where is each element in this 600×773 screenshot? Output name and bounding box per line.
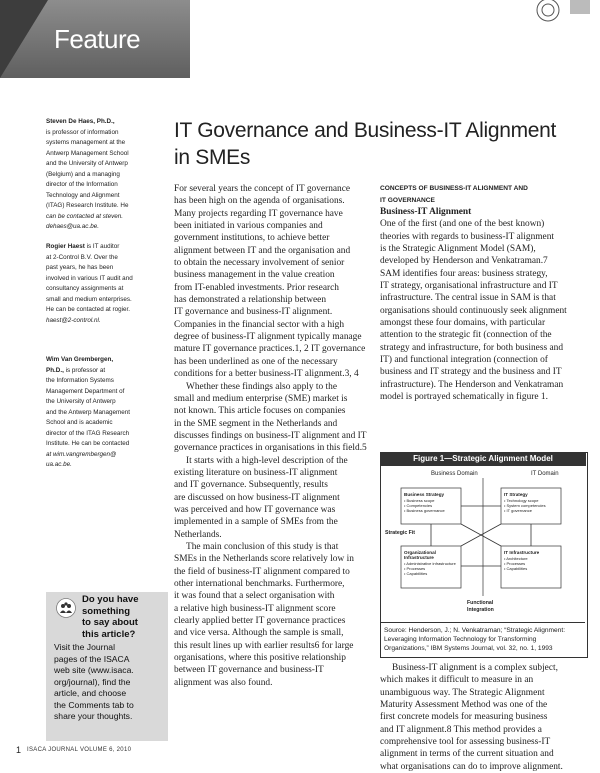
box-title: Organizational bbox=[404, 550, 436, 555]
body-column-right bbox=[380, 183, 586, 404]
text-line: and vice versa. Although the sample is small, bbox=[174, 628, 344, 639]
text-line: between IT governance and business-IT bbox=[174, 665, 324, 676]
section-heading bbox=[380, 183, 586, 206]
bio-line: School and is academic bbox=[46, 419, 113, 426]
text-line: For several years the concept of IT governance bbox=[174, 184, 351, 194]
text-line: organisations should continuously seek alignment bbox=[380, 305, 567, 316]
text-line: degree of business-IT alignment typically manage bbox=[174, 332, 362, 343]
box-item: • Business scope bbox=[404, 498, 435, 503]
article-title: IT Governance and Business-IT Alignment in SMEs bbox=[174, 119, 557, 169]
text-line: which makes it difficult to measure in an bbox=[380, 675, 534, 686]
callout-line: article, and choose bbox=[54, 688, 127, 698]
box-item: • System competencies bbox=[504, 503, 546, 508]
text-line: strategy and infrastructure, for both business and bbox=[380, 342, 564, 353]
bio-line: director of the ITAG Research bbox=[46, 429, 130, 437]
figure-title: Figure 1—Strategic Alignment Model bbox=[380, 452, 586, 466]
it-domain-label: IT Domain bbox=[531, 471, 559, 477]
author-email[interactable]: can be contacted at steven. bbox=[46, 212, 124, 220]
text-line: not known. This article focuses on companies bbox=[174, 406, 346, 417]
box-item: • Processes bbox=[404, 566, 426, 571]
text-line: Netherlands. bbox=[174, 529, 222, 540]
source-line: Organizations,” IBM Systems Journal, vol. 32, no. 1, 1993 bbox=[384, 644, 553, 652]
text-line: what organisations can do to improve alignment. bbox=[380, 761, 563, 772]
text-line: and IT alignment.8 This method provides a bbox=[380, 724, 542, 735]
text-line: SAM identifies four areas: business strategy, bbox=[380, 268, 548, 279]
text-line: clearly applied better IT governance practices bbox=[174, 616, 346, 627]
strategic-alignment-diagram bbox=[381, 466, 585, 622]
text-line: alignment in terms of the current situation and bbox=[380, 749, 554, 760]
text-line: attention to the strategic fit (connection of the bbox=[380, 330, 552, 341]
box-title: IT Infrastructure bbox=[504, 550, 540, 555]
bio-line: the Information Systems bbox=[46, 377, 114, 384]
paragraph bbox=[380, 218, 586, 403]
text-line: infrastructure). The Henderson and Venkatraman bbox=[380, 379, 564, 390]
callout-body bbox=[54, 642, 166, 723]
bio-line: the University of Antwerp bbox=[46, 398, 116, 405]
figure-divider bbox=[381, 622, 585, 623]
text-line: was perceived and how IT governance was bbox=[174, 504, 336, 515]
body-column-left bbox=[174, 183, 374, 689]
text-line: alignment was also found. bbox=[174, 677, 273, 688]
box-item: • Processes bbox=[504, 561, 526, 566]
section-label: Feature bbox=[54, 24, 141, 54]
text-line: are discussed on how business-IT alignment bbox=[174, 492, 340, 503]
bio-line: Antwerp Management School bbox=[46, 149, 129, 157]
text-line: it was found that a select organisation with bbox=[174, 591, 335, 602]
box-title: Infrastructure bbox=[404, 555, 434, 560]
bio-line: consultancy assignments at bbox=[46, 285, 124, 292]
author-degree: Ph.D., bbox=[46, 366, 64, 374]
box-item: • Business governance bbox=[404, 508, 445, 513]
author-bio-vangrembergen bbox=[46, 355, 138, 471]
text-line: existing literature on business-IT alignment bbox=[174, 467, 338, 478]
text-line: Maturity Assessment Method was one of the bbox=[380, 700, 548, 711]
isaca-logo bbox=[510, 0, 590, 45]
text-line: governance practices in organisations in this field.5 bbox=[174, 443, 367, 454]
header-accent bbox=[0, 0, 48, 78]
bio-line: is professor at bbox=[65, 366, 106, 374]
text-line: in the SME segment in the Netherlands and bbox=[174, 418, 338, 429]
box-item: • Capabilities bbox=[404, 571, 428, 576]
source-line: Leveraging Information Technology for Transforming bbox=[384, 635, 537, 643]
box-title: Business Strategy bbox=[404, 492, 445, 497]
callout-line: Visit the Journal bbox=[54, 642, 115, 652]
text-line: unambiguous way. The Strategic Alignment bbox=[380, 687, 545, 698]
bio-line: systems management at the bbox=[46, 139, 126, 146]
text-line: this result lines up with earlier results6 for large bbox=[174, 640, 354, 651]
text-line: Whether these findings also apply to the bbox=[186, 381, 338, 392]
text-line: to obtain the necessary involvement of senior bbox=[174, 258, 345, 269]
text-line: IT) and functional integration (connection of bbox=[380, 355, 548, 366]
text-line: comprehensive tool for assessing business-IT bbox=[380, 737, 551, 748]
bio-line: (ITAG) Research Institute. He bbox=[46, 202, 129, 209]
bio-line: is professor of information bbox=[46, 128, 119, 136]
source-line: Source: Henderson, J.; N. Venkatraman; “Strategic Alignment: bbox=[384, 627, 566, 634]
author-name: Wim Van Grembergen, bbox=[46, 356, 114, 363]
author-email[interactable]: haest@2-control.nl. bbox=[46, 316, 101, 324]
box-title: IT Strategy bbox=[504, 492, 528, 497]
text-line: It starts with a high-level description of the bbox=[186, 455, 348, 466]
callout-heading-line: this article? bbox=[82, 628, 136, 640]
text-line: The main conclusion of this study is that bbox=[186, 541, 339, 552]
text-line: developed by Henderson and Venkatraman.7 bbox=[380, 256, 548, 267]
section-heading-line: CONCEPTS OF BUSINESS-IT ALIGNMENT AND bbox=[380, 185, 528, 192]
bio-line: small and medium enterprises. bbox=[46, 295, 132, 303]
text-line: IT governance and business-IT alignment. bbox=[174, 307, 333, 318]
strategic-fit-label: Strategic Fit bbox=[385, 530, 415, 536]
text-line: other international benchmarks. Furthermore, bbox=[174, 579, 345, 589]
bio-line: is IT auditor bbox=[86, 243, 120, 250]
text-line: small and medium enterprise (SME) market is bbox=[174, 393, 348, 404]
bio-line: and the Antwerp Management bbox=[46, 408, 131, 416]
business-domain-label: Business Domain bbox=[431, 471, 478, 477]
author-bio-haest bbox=[46, 242, 138, 326]
journal-footer: ISACA JOURNAL VOLUME 6, 2010 bbox=[27, 747, 132, 753]
callout-heading-line: something bbox=[82, 605, 131, 617]
text-line: discusses findings on business-IT alignment and IT bbox=[174, 430, 367, 441]
text-line: One of the first (and one of the best known) bbox=[380, 219, 545, 230]
text-line: the field of business-IT alignment compared to bbox=[174, 566, 350, 577]
text-line: amongst these four domains, with particular bbox=[380, 318, 546, 329]
text-line: and IT governance. Subsequently, results bbox=[174, 480, 328, 491]
text-line: conditions for a better business-IT alignment.3, 4 bbox=[174, 369, 359, 380]
body-column-right-lower bbox=[380, 662, 586, 773]
bio-line: He can be contacted at rogier. bbox=[46, 306, 131, 313]
text-line: Business-IT alignment is a complex subject, bbox=[392, 663, 558, 673]
bio-line: past years, he has been bbox=[46, 264, 114, 271]
text-line: first concrete models for measuring business bbox=[380, 712, 548, 723]
bio-line: (Belgium) and a managing bbox=[46, 170, 120, 178]
text-line: has been underlined as one of the necessary bbox=[174, 356, 338, 367]
bio-line: Management Department of bbox=[46, 387, 125, 395]
callout-line: the Comments tab to bbox=[54, 699, 134, 710]
bio-line: Institute. He can be contacted bbox=[46, 440, 130, 447]
text-line: Many projects regarding IT governance have bbox=[174, 208, 343, 219]
text-line: has demonstrated a relationship between bbox=[174, 295, 327, 306]
text-line: been initiated in various companies and bbox=[174, 221, 323, 232]
text-line: from IT-enabled investments. Prior research bbox=[174, 282, 339, 293]
box-item: • IT governance bbox=[504, 508, 533, 513]
text-line: IT strategy, organisational infrastructure and IT bbox=[380, 281, 558, 292]
text-line: model is portrayed schematically in figure 1. bbox=[380, 392, 548, 403]
bio-line: director of the Information bbox=[46, 181, 118, 188]
integration-label: Integration bbox=[467, 607, 494, 613]
callout-heading-line: to say about bbox=[82, 617, 138, 628]
callout-heading-line: Do you have bbox=[82, 594, 139, 605]
text-line: alignment between IT and the organisation and bbox=[174, 245, 351, 256]
text-line: SMEs in the Netherlands score relatively low in bbox=[174, 554, 354, 565]
callout-line: pages of the ISACA bbox=[54, 653, 130, 664]
callout-link[interactable]: org/journal), find the bbox=[54, 676, 131, 687]
bio-line: at 2-Control B.V. Over the bbox=[46, 253, 118, 261]
text-line: government institutions, to achieve better bbox=[174, 233, 330, 244]
figure-source bbox=[384, 627, 584, 653]
box-item: • Capabilities bbox=[504, 566, 528, 571]
text-line: is the Strategic Alignment Model (SAM), bbox=[380, 244, 536, 255]
text-line: mature IT governance practices.1, 2 IT governance bbox=[174, 344, 366, 355]
author-email[interactable]: dehaes@ua.ac.be. bbox=[46, 223, 99, 230]
text-line: theories with regards to business-IT alignment bbox=[380, 231, 555, 242]
bio-line: involved in various IT audit and bbox=[46, 274, 133, 282]
bio-line: Technology and Alignment bbox=[46, 191, 120, 199]
bio-line: and the University of Antwerp bbox=[46, 160, 128, 167]
author-bio-dehaes bbox=[46, 117, 138, 233]
box-item: • Architecture bbox=[504, 556, 528, 561]
text-line: Companies in the financial sector with a high bbox=[174, 319, 345, 330]
author-name: Rogier Haest bbox=[46, 243, 85, 250]
comment-people-icon bbox=[56, 598, 76, 618]
text-line: business and IT strategy and the business and IT bbox=[380, 367, 562, 378]
subsection-heading: Business-IT Alignment bbox=[380, 207, 472, 217]
functional-label: Functional bbox=[467, 600, 494, 606]
box-item: • Administrative infrastructure bbox=[404, 561, 456, 566]
box-item: • Technology scope bbox=[504, 498, 539, 503]
author-email[interactable]: at wim.vangrembergen@ bbox=[46, 450, 117, 458]
callout-heading bbox=[82, 594, 166, 640]
author-name: Steven De Haes, Ph.D., bbox=[46, 118, 115, 125]
page-number: 1 bbox=[16, 745, 22, 755]
text-line: implemented in a sample of SMEs from the bbox=[174, 517, 338, 528]
text-line: organisations, where this positive relationship bbox=[174, 653, 346, 664]
box-item: • Competencies bbox=[404, 503, 433, 508]
text-line: infrastructure. The central issue in SAM is that bbox=[380, 293, 556, 304]
text-line: business management in the value creation bbox=[174, 270, 335, 281]
text-line: a relative high business-IT alignment score bbox=[174, 603, 336, 614]
author-email[interactable]: ua.ac.be. bbox=[46, 461, 72, 468]
callout-line: share your thoughts. bbox=[54, 711, 133, 721]
text-line: has been high on the agenda of organisations. bbox=[174, 196, 345, 207]
callout-link[interactable]: web site (www.isaca. bbox=[54, 665, 134, 675]
section-heading-line: IT GOVERNANCE bbox=[380, 196, 435, 204]
